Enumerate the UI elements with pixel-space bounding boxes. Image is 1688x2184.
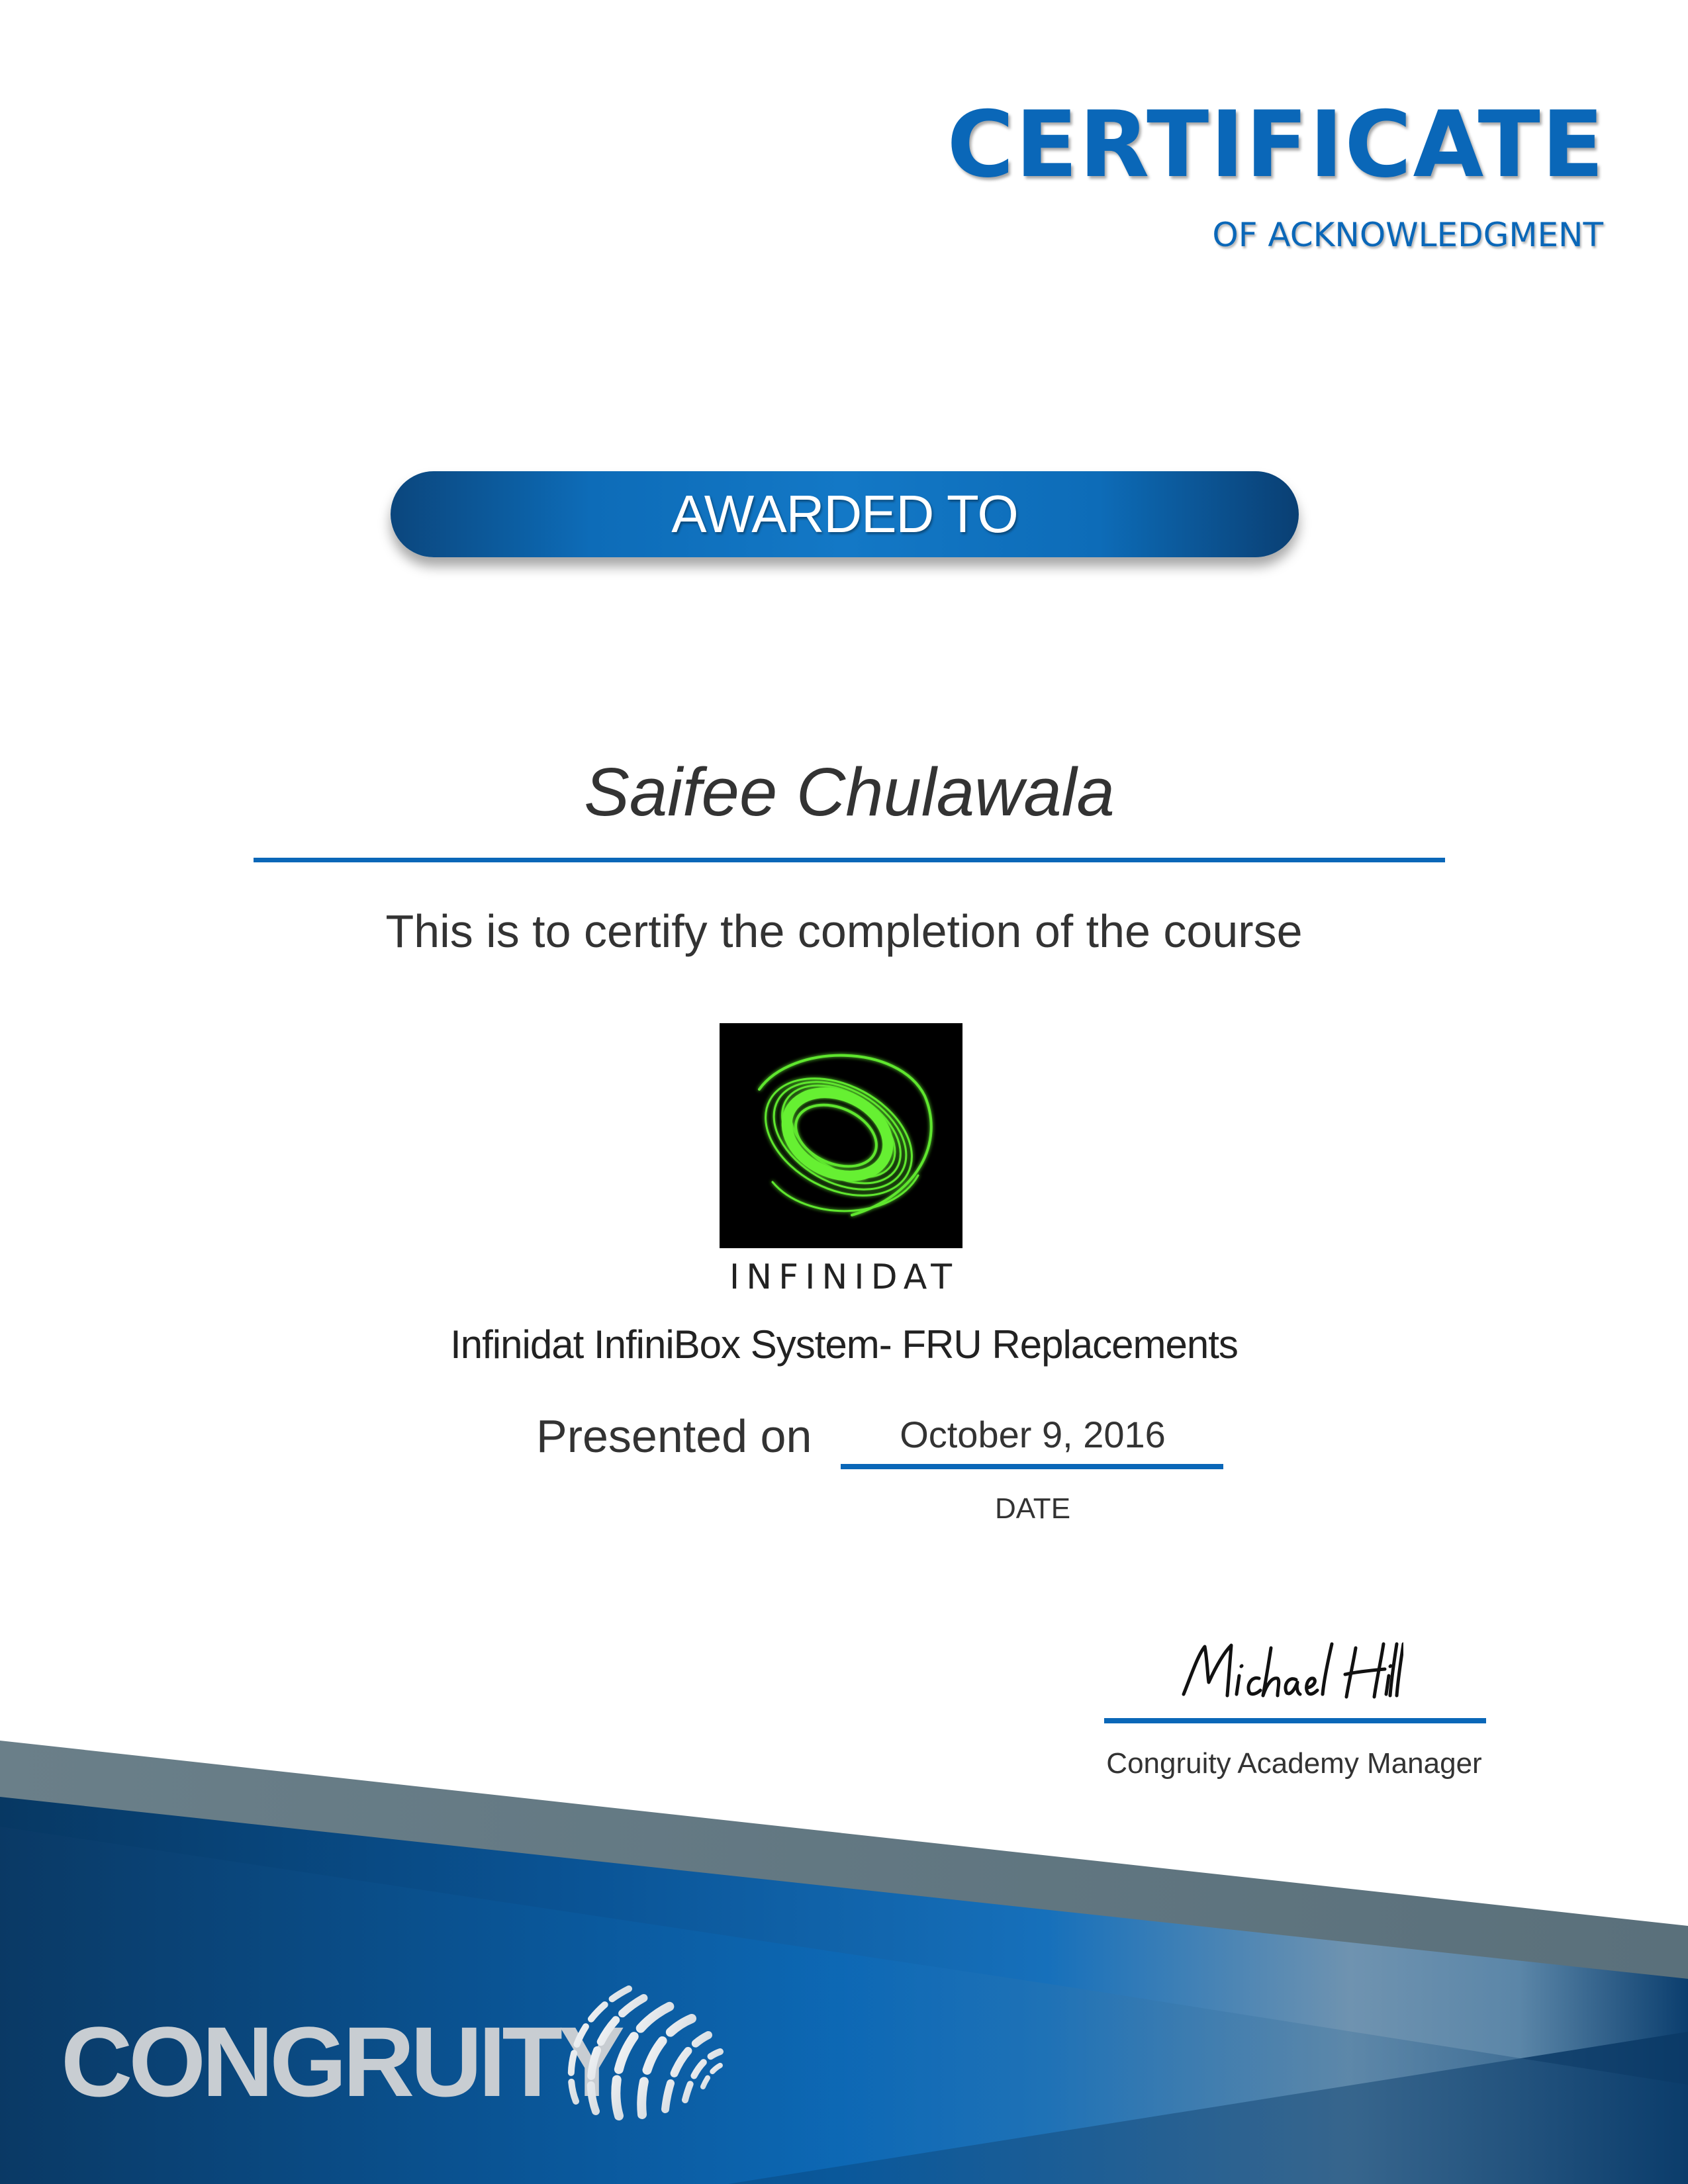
recipient-underline bbox=[254, 858, 1445, 862]
congruity-globe-icon bbox=[549, 1969, 735, 2131]
congruity-brand: CONGRUITY bbox=[61, 2006, 621, 2117]
infinidat-wordmark: INFINIDAT bbox=[729, 1257, 959, 1297]
certify-statement: This is to certify the completion of the course bbox=[385, 905, 1303, 957]
infinidat-logo bbox=[720, 1023, 962, 1248]
presentation-date: October 9, 2016 bbox=[900, 1414, 1166, 1455]
date-underline bbox=[841, 1464, 1223, 1469]
handwritten-signature bbox=[1178, 1635, 1403, 1711]
recipient-name: Saifee Chulawala bbox=[584, 754, 1115, 830]
certificate-title: CERTIFICATE bbox=[947, 91, 1605, 198]
certificate-subtitle: OF ACKNOWLEDGMENT bbox=[1212, 216, 1603, 254]
signer-title: Congruity Academy Manager bbox=[1106, 1747, 1482, 1780]
awarded-label: AWARDED TO bbox=[671, 484, 1018, 543]
awarded-banner bbox=[391, 471, 1299, 557]
swirl-logo-icon bbox=[720, 1023, 962, 1248]
date-caption: DATE bbox=[994, 1492, 1071, 1525]
course-name: Infinidat InfiniBox System- FRU Replacements bbox=[450, 1322, 1238, 1367]
presented-on-label: Presented on bbox=[536, 1410, 812, 1462]
